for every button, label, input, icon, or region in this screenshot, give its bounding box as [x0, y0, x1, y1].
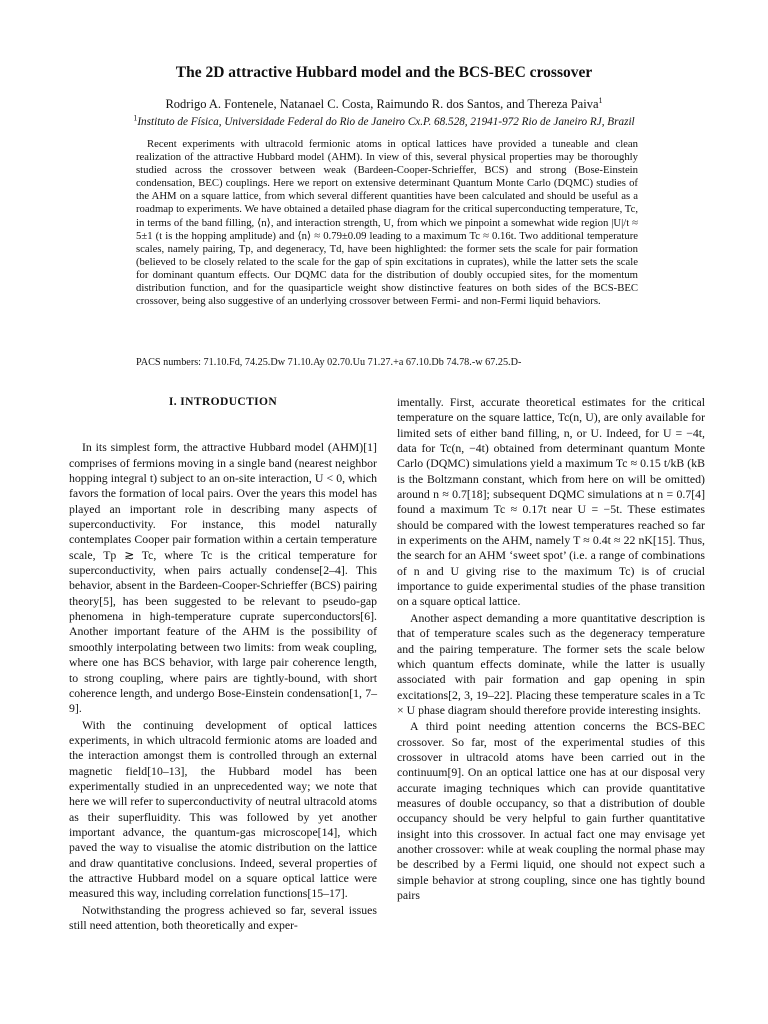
paragraph: In its simplest form, the attractive Hubbard model (AHM)[1] comprises of fermions moving in a single band (nearest neighbor hopping integral t) subject to an on-site interaction, U < 0, which favors the formation of local pairs. Over the years this model has played an important role in describing many aspects of superconductivity. For instance, this model naturally contemplates Cooper pair formation within a certain temperature scale, Tp ≳ Tc, where Tc is the critical temperature for superconductivity, when pairs actually condense[2–4]. This behavior, absent in the Bardeen-Cooper-Schrieffer (BCS) pairing theory[5], has been suggested to be relevant to pseudo-gap phenomena in high-temperature cuprate superconductors[6]. Another important feature of the AHM is the possibility of smoothly interpolating between two limits: from weak coupling, where one has BCS behavior, with large pair coherence length, to strong coupling, where pairs are tightly-bound, with short coherence length, and undergo Bose-Einstein condensation[1, 7–9]. [69, 440, 377, 716]
section-heading: I. INTRODUCTION [168, 396, 278, 408]
author-names: Rodrigo A. Fontenele, Natanael C. Costa, Raimundo R. dos Santos, and Thereza Paiva [165, 97, 599, 111]
author-affiliation-mark: 1 [598, 95, 603, 105]
pacs-numbers: PACS numbers: 71.10.Fd, 74.25.Dw 71.10.Ay 02.70.Uu 71.27.+a 67.10.Db 74.78.-w 67.25.D- [136, 357, 522, 368]
affiliation [0, 113, 768, 128]
author-list [0, 97, 768, 112]
affiliation-text: Instituto de Física, Universidade Federal do Rio de Janeiro Cx.P. 68.528, 21941-972 Rio de Janeiro RJ, Brazil [137, 116, 635, 128]
paragraph: imentally. First, accurate theoretical estimates for the critical temperature on the square lattice, Tc(n, U), are only available for limited sets of either band filling, n, or U. Indeed, for U = −4t, data for Tc(n, −4t) obtained from determinant quantum Monte Carlo (DQMC) simulations yield a maximum Tc ≈ 0.15 t/kB (kB is the Boltzmann constant, which from here on will be omitted) around n ≈ 0.7[18]; subsequent DQMC simulations at n = 0.7[4] found a maximum Tc ≈ 0.17t near U = −5t. These estimates should be compared with the lowest temperatures reached so far in experiments on the AHM, namely T ≈ 0.4t ≈ 22 nK[15]. Thus, the search for an AHM ‘sweet spot’ (i.e. a range of combinations of n and U giving rise to the maximum Tc) is of crucial importance to guide experimental studies of the phase transition on a square optical lattice. [397, 395, 705, 609]
left-column [69, 395, 377, 933]
affiliation-mark: 1 [133, 113, 138, 123]
paragraph: With the continuing development of optical lattices experiments, in which ultracold fermionic atoms are loaded and the interaction amongst them is controlled through an external magnetic field[10–13], the Hubbard model has been experimentally studied in an unprecedented way; we note that here we will refer to superconductivity of neutral ultracold atoms as their superfluidity. This was followed by yet another important advance, the quantum-gas microscope[14], which paved the way to visualise the atomic distribution on the lattice and draw quantitative conclusions. Indeed, several properties of the attractive Hubbard model on a square optical lattice were measured this way, including correlation functions[15–17]. [69, 717, 377, 901]
paper-title: The 2D attractive Hubbard model and the BCS-BEC crossover [175, 64, 593, 81]
abstract: Recent experiments with ultracold fermionic atoms in optical lattices have provided a tuneable and clean realization of the attractive Hubbard model (AHM). In view of this, several physical properties may be thoroughly studied across the crossover between weak (Bardeen-Cooper-Schrieffer, BCS) and strong (Bose-Einstein condensation, BEC) couplings. Here we report on extensive determinant Quantum Monte Carlo (DQMC) studies of the AHM on a square lattice, from which several different quantities have been calculated and should be useful as a roadmap to experiments. We have obtained a detailed phase diagram for the critical superconducting temperature, Tc, in terms of the band filling, ⟨n⟩, and interaction strength, U, from which we pinpoint a somewhat wide region |U|/t ≈ 5±1 (t is the hopping amplitude) and ⟨n⟩ ≈ 0.79±0.09 leading to a maximum Tc ≈ 0.16t. Two additional temperature scales, namely pairing, Tp, and degeneracy, Td, have been highlighted: the former sets the scale for pair formation (believed to be closely related to the scale for the gap of spin excitations in cuprates), while the latter sets the scale for dominant quantum effects. Our DQMC data for the distribution of doubly occupied sites, for the momentum distribution function, and for the quasiparticle weight show distinctive features on both sides of the BCS-BEC crossover, being also suggestive of an underlying crossover between Fermi- and non-Fermi liquid behaviors. [136, 138, 638, 308]
paragraph: Notwithstanding the progress achieved so far, several issues still need attention, both theoretically and exper- [69, 902, 377, 932]
right-column [397, 395, 705, 903]
paragraph: Another aspect demanding a more quantitative description is that of temperature scales such as the degeneracy temperature and the pairing temperature. The former sets the scale below which quantum effects dominate, while the latter is usually associated with pair formation and gap opening in spin excitations[2, 3, 19–22]. Placing these temperature scales in a Tc × U phase diagram should therefore provide interesting insights. [397, 610, 705, 717]
paragraph: A third point needing attention concerns the BCS-BEC crossover. So far, most of the experimental studies of this crossover in ultracold atoms have been carried out in the continuum[9]. On an optical lattice one has at our disposal very accurate imaging techniques which can provide quantitative measures of double occupancy, so that a distribution of double occupancy should be very helpful to gain further quantitative insight into this crossover. In actual fact one may envisage yet another crossover: while at weak coupling the normal phase may be described by a Fermi liquid, one should not expect such a simple behavior at strong coupling, since one has tightly bound pairs [397, 719, 705, 902]
